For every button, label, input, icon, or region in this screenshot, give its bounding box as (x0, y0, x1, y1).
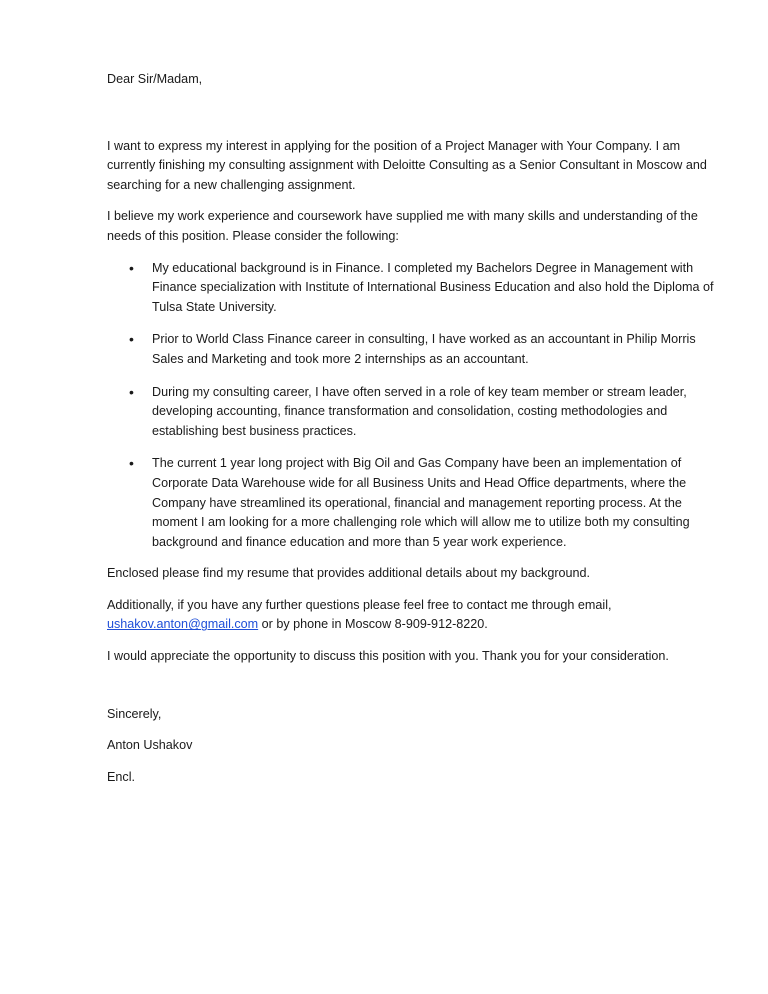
email-link[interactable]: ushakov.anton@gmail.com (107, 617, 259, 632)
list-item-text: The current 1 year long project with Big Oil and Gas Company have been an implementation of Corporate Data Warehouse wide for all Business Units and Head Office departments, where the Company have streamlined its operational, financial and management reporting process. At the moment I am looking for a more challenging role which will allow me to utilize both my consulting background and finance education and more than 5 year work experience. (152, 456, 690, 549)
list-item (107, 454, 717, 552)
list-item-text: During my consulting career, I have often served in a role of key team member or stream leader, developing accounting, finance transformation and consolidation, costing methodologies and establishing best business practices. (152, 384, 687, 438)
closing: Sincerely, (107, 706, 162, 721)
list-item (107, 330, 717, 369)
enclosure-note: Encl. (107, 769, 135, 784)
bullet-icon: • (129, 383, 134, 400)
bullet-icon: • (129, 331, 134, 348)
bullet-icon: • (129, 455, 134, 472)
appreciation-paragraph: I would appreciate the opportunity to discuss this position with you. Thank you for your consideration. (107, 649, 669, 664)
bullet-icon: • (129, 259, 134, 276)
intro-paragraph: I want to express my interest in applying for the position of a Project Manager with Your Company. I am currently finishing my consulting assignment with Deloitte Consulting as a Senior Consultant in Moscow and searching for a new challenging assignment. (107, 138, 707, 192)
list-item (107, 259, 717, 318)
list-item-text: My educational background is in Finance. I completed my Bachelors Degree in Management with Finance specialization with Institute of International Business Education and also hold the Diploma of Tulsa State University. (152, 260, 714, 314)
contact-phone-text: or by phone in Moscow 8-909-912-8220. (258, 617, 488, 632)
list-item-text: Prior to World Class Finance career in consulting, I have worked as an accountant in Philip Morris Sales and Marketing and took more 2 internships as an accountant. (152, 332, 696, 366)
skills-paragraph: I believe my work experience and coursework have supplied me with many skills and understanding of the needs of this position. Please consider the following: (107, 209, 698, 243)
salutation: Dear Sir/Madam, (107, 72, 203, 86)
contact-intro-text: Additionally, if you have any further questions please feel free to contact me through email, (107, 597, 612, 612)
contact-paragraph (107, 596, 717, 635)
enclosed-paragraph: Enclosed please find my resume that provides additional details about my background. (107, 566, 591, 581)
list-item (107, 383, 717, 442)
letter-body (107, 70, 717, 787)
signature-name: Anton Ushakov (107, 738, 193, 753)
bullet-list (107, 259, 717, 553)
